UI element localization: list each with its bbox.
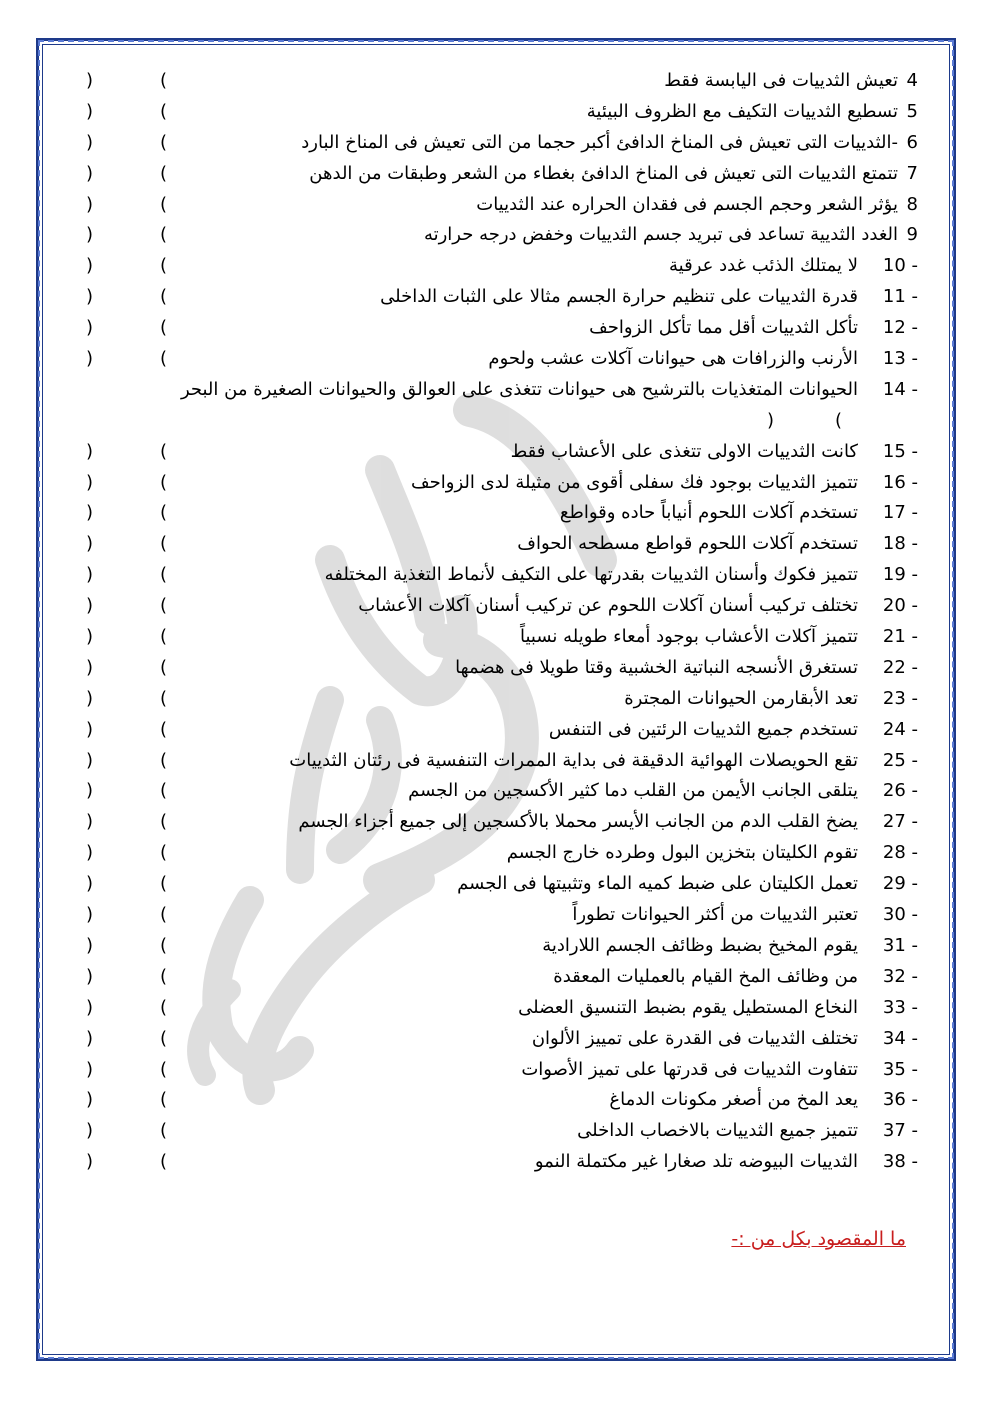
answer-paren-open: ( (160, 965, 168, 987)
question-text: تستخدم آكلات اللحوم قواطع مسطحه الحواف (517, 533, 858, 555)
question-row (60, 560, 930, 591)
question-number: 17 - (882, 502, 918, 524)
answer-paren-close: ) (86, 687, 94, 709)
answer-paren-close: ) (86, 224, 94, 246)
question-text: تستخدم آكلات اللحوم أنياباً حاده وقواطع (559, 502, 858, 524)
answer-paren-close: ) (86, 286, 94, 308)
questions-list (60, 66, 930, 1178)
answer-paren-open: ( (160, 996, 168, 1018)
question-number: 23 - (882, 687, 918, 709)
question-text: يقوم المخيخ بضبط وظائف الجسم اللارادية (542, 934, 858, 956)
answer-paren-open: ( (160, 131, 168, 153)
answer-paren-open: ( (160, 533, 168, 555)
question-number: 30 - (882, 904, 918, 926)
question-row (60, 375, 930, 406)
question-number: 19 - (882, 564, 918, 586)
answer-paren-open: ( (160, 1089, 168, 1111)
answer-paren-open: ( (160, 656, 168, 678)
question-text: الثدييات البيوضه تلد صغارا غير مكتملة النمو (534, 1151, 858, 1173)
question-number: 22 - (882, 656, 918, 678)
question-text: تختلف الثدييات فى القدرة على تمييز الألوان (531, 1027, 858, 1049)
answer-paren-open: ( (160, 811, 168, 833)
question-number: 13 - (882, 348, 918, 370)
question-row (60, 838, 930, 869)
answer-paren-close: ) (86, 100, 94, 122)
answer-paren-close: ) (86, 162, 94, 184)
answer-line-continued (60, 406, 930, 437)
answer-paren-close: ) (86, 502, 94, 524)
question-row (60, 437, 930, 468)
question-row (60, 591, 930, 622)
answer-paren-close: ) (86, 718, 94, 740)
question-row (60, 993, 930, 1024)
question-text: تقع الحويصلات الهوائية الدقيقة فى بداية الممرات التنفسية فى رئتان الثدييات (289, 749, 858, 771)
question-number: 26 - (882, 780, 918, 802)
question-number: 5 (906, 100, 918, 122)
answer-paren-close: ) (86, 842, 94, 864)
answer-paren-close: ) (86, 440, 94, 462)
question-text: كانت الثدييات الاولى تتغذى على الأعشاب فقط (510, 440, 858, 462)
question-number: 11 - (882, 286, 918, 308)
answer-paren-open: ( (160, 70, 168, 91)
question-row (60, 684, 930, 715)
answer-paren-open: ( (160, 286, 168, 308)
question-text: لا يمتلك الذئب غدد عرقية (669, 255, 858, 277)
definitions-heading: ما المقصود بكل من :- (731, 1228, 906, 1250)
question-number: 29 - (882, 873, 918, 895)
answer-paren-close: ) (86, 70, 94, 91)
answer-paren-close: ) (86, 471, 94, 493)
answer-paren-close: ) (86, 317, 94, 339)
question-row (60, 529, 930, 560)
question-number: 32 - (882, 965, 918, 987)
question-text: من وظائف المخ القيام بالعمليات المعقدة (553, 965, 858, 987)
question-text: تعتبر الثدييات من أكثر الحيوانات تطوراً (572, 904, 858, 926)
answer-paren-close: ) (86, 1027, 94, 1049)
answer-paren-open: ( (160, 595, 168, 617)
answer-paren-close: ) (86, 564, 94, 586)
question-text: تختلف تركيب أسنان آكلات اللحوم عن تركيب أسنان آكلات الأعشاب (358, 595, 858, 617)
answer-paren-close: ) (86, 873, 94, 895)
answer-paren-open: ( (160, 255, 168, 277)
question-row (60, 900, 930, 931)
answer-paren-open: ( (160, 718, 168, 740)
answer-paren-open: ( (160, 224, 168, 246)
question-text: تستخدم جميع الثدييات الرئتين فى التنفس (548, 718, 858, 740)
question-number: 33 - (882, 996, 918, 1018)
question-number: 35 - (882, 1058, 918, 1080)
answer-paren-open: ( (160, 100, 168, 122)
question-row (60, 498, 930, 529)
answer-paren-open: ( (160, 1027, 168, 1049)
question-row (60, 1024, 930, 1055)
question-row (60, 962, 930, 993)
question-text: يعد المخ من أصغر مكونات الدماغ (609, 1089, 858, 1111)
question-text: تقوم الكليتان بتخزين البول وطرده خارج الجسم (506, 842, 858, 864)
answer-paren-close: ) (767, 409, 775, 431)
answer-paren-open: ( (160, 348, 168, 370)
question-text: يتلقى الجانب الأيمن من القلب دما كثير الأكسجين من الجسم (408, 780, 858, 802)
question-row (60, 746, 930, 777)
question-row (60, 468, 930, 499)
answer-paren-open: ( (160, 564, 168, 586)
question-number: 16 - (882, 471, 918, 493)
answer-paren-close: ) (86, 965, 94, 987)
answer-paren-close: ) (86, 811, 94, 833)
answer-paren-open: ( (160, 317, 168, 339)
question-number: 27 - (882, 811, 918, 833)
question-row (60, 653, 930, 684)
question-text: تتفاوت الثدييات فى قدرتها على تميز الأصوات (521, 1058, 858, 1080)
answer-paren-open: ( (160, 687, 168, 709)
question-text: تأكل الثدييات أقل مما تأكل الزواحف (589, 317, 858, 339)
answer-paren-close: ) (86, 904, 94, 926)
question-text: تتميز آكلات الأعشاب بوجود أمعاء طويله نسبياً (520, 626, 858, 648)
answer-paren-open: ( (160, 193, 168, 215)
question-number: 18 - (882, 533, 918, 555)
question-number: 21 - (882, 626, 918, 648)
question-number: 20 - (882, 595, 918, 617)
question-text: تعيش الثدييات فى اليابسة فقط (664, 70, 898, 91)
question-number: 28 - (882, 842, 918, 864)
question-row (60, 776, 930, 807)
answer-paren-close: ) (86, 780, 94, 802)
answer-paren-close: ) (86, 193, 94, 215)
answer-paren-open: ( (160, 780, 168, 802)
question-row (60, 97, 930, 128)
question-row (60, 282, 930, 313)
question-text: تتميز فكوك وأسنان الثدييات بقدرتها على التكيف لأنماط التغذية المختلفه (324, 564, 858, 586)
question-row (60, 1147, 930, 1178)
question-number: 10 - (882, 255, 918, 277)
question-row (60, 715, 930, 746)
question-text: الحيوانات المتغذيات بالترشيح هى حيوانات تتغذى على العوالق والحيوانات الصغيرة من البحر (180, 378, 858, 400)
question-row (60, 807, 930, 838)
answer-paren-open: ( (160, 873, 168, 895)
question-number: 31 - (882, 934, 918, 956)
answer-paren-close: ) (86, 1058, 94, 1080)
question-row (60, 344, 930, 375)
question-number: 12 - (882, 317, 918, 339)
answer-paren-open: ( (160, 162, 168, 184)
question-row (60, 931, 930, 962)
answer-paren-close: ) (86, 255, 94, 277)
question-row (60, 1055, 930, 1086)
question-number: 24 - (882, 718, 918, 740)
question-number: 34 - (882, 1027, 918, 1049)
question-row (60, 251, 930, 282)
question-text: تعد الأبقارمن الحيوانات المجترة (624, 687, 858, 709)
question-number: 14 - (882, 378, 918, 400)
question-row (60, 1085, 930, 1116)
question-row (60, 869, 930, 900)
answer-paren-open: ( (160, 440, 168, 462)
question-text: الغدد الثديية تساعد فى تبريد جسم الثدييات وخفض درجه حرارته (423, 224, 898, 246)
question-row (60, 1116, 930, 1147)
answer-paren-close: ) (86, 626, 94, 648)
question-number: 37 - (882, 1120, 918, 1142)
question-text: يضخ القلب الدم من الجانب الأيسر محملا بالأكسجين إلى جميع أجزاء الجسم (298, 811, 858, 833)
question-text: تسطيع الثدييات التكيف مع الظروف البيئية (586, 100, 898, 122)
question-text: قدرة الثدييات على تنظيم حرارة الجسم مثالا على الثبات الداخلى (380, 286, 858, 308)
answer-paren-close: ) (86, 656, 94, 678)
answer-paren-close: ) (86, 131, 94, 153)
question-number: 9 (906, 224, 918, 246)
question-text: تعمل الكليتان على ضبط كميه الماء وتثبيتها فى الجسم (457, 873, 858, 895)
question-text: تستغرق الأنسجه النباتية الخشبية وقتا طويلا فى هضمها (455, 656, 858, 678)
answer-paren-open: ( (160, 1120, 168, 1142)
question-row (60, 128, 930, 159)
answer-paren-close: ) (86, 348, 94, 370)
question-number: 36 - (882, 1089, 918, 1111)
question-row (60, 159, 930, 190)
question-text: النخاع المستطيل يقوم بضبط التنسيق العضلى (518, 996, 858, 1018)
answer-paren-open: ( (835, 409, 843, 431)
answer-paren-open: ( (160, 934, 168, 956)
answer-paren-open: ( (160, 904, 168, 926)
answer-paren-close: ) (86, 749, 94, 771)
question-number: 6 (906, 131, 918, 153)
answer-paren-close: ) (86, 1120, 94, 1142)
question-number: 25 - (882, 749, 918, 771)
answer-paren-close: ) (86, 595, 94, 617)
answer-paren-close: ) (86, 1089, 94, 1111)
question-row (60, 313, 930, 344)
question-text: تتمتع الثدييات التى تعيش فى المناخ الدافئ بغطاء من الشعر وطبقات من الدهن (309, 162, 898, 184)
question-text: يؤثر الشعر وحجم الجسم فى فقدان الحراره عند الثدييات (476, 193, 898, 215)
question-row (60, 622, 930, 653)
answer-paren-open: ( (160, 749, 168, 771)
question-number: 7 (906, 162, 918, 184)
question-number: 15 - (882, 440, 918, 462)
answer-paren-open: ( (160, 502, 168, 524)
answer-paren-close: ) (86, 533, 94, 555)
question-number: 38 - (882, 1151, 918, 1173)
question-row (60, 220, 930, 251)
answer-paren-close: ) (86, 934, 94, 956)
question-text: تتميز جميع الثدييات بالاخصاب الداخلى (577, 1120, 858, 1142)
answer-paren-open: ( (160, 626, 168, 648)
question-number: 4 (906, 70, 918, 91)
answer-paren-open: ( (160, 1058, 168, 1080)
answer-paren-open: ( (160, 1151, 168, 1173)
question-text: تتميز الثدييات بوجود فك سفلى أقوى من مثيلة لدى الزواحف (411, 471, 858, 493)
answer-paren-open: ( (160, 471, 168, 493)
answer-paren-open: ( (160, 842, 168, 864)
question-text: الأرنب والزرافات هى حيوانات آكلات عشب ولحوم (488, 348, 858, 370)
question-number: 8 (906, 193, 918, 215)
answer-paren-close: ) (86, 1151, 94, 1173)
question-row (60, 190, 930, 221)
question-text: -الثدييات التى تعيش فى المناخ الدافئ أكبر حجما من التى تعيش فى المناخ البارد (301, 131, 898, 153)
question-row (60, 66, 930, 97)
answer-paren-close: ) (86, 996, 94, 1018)
